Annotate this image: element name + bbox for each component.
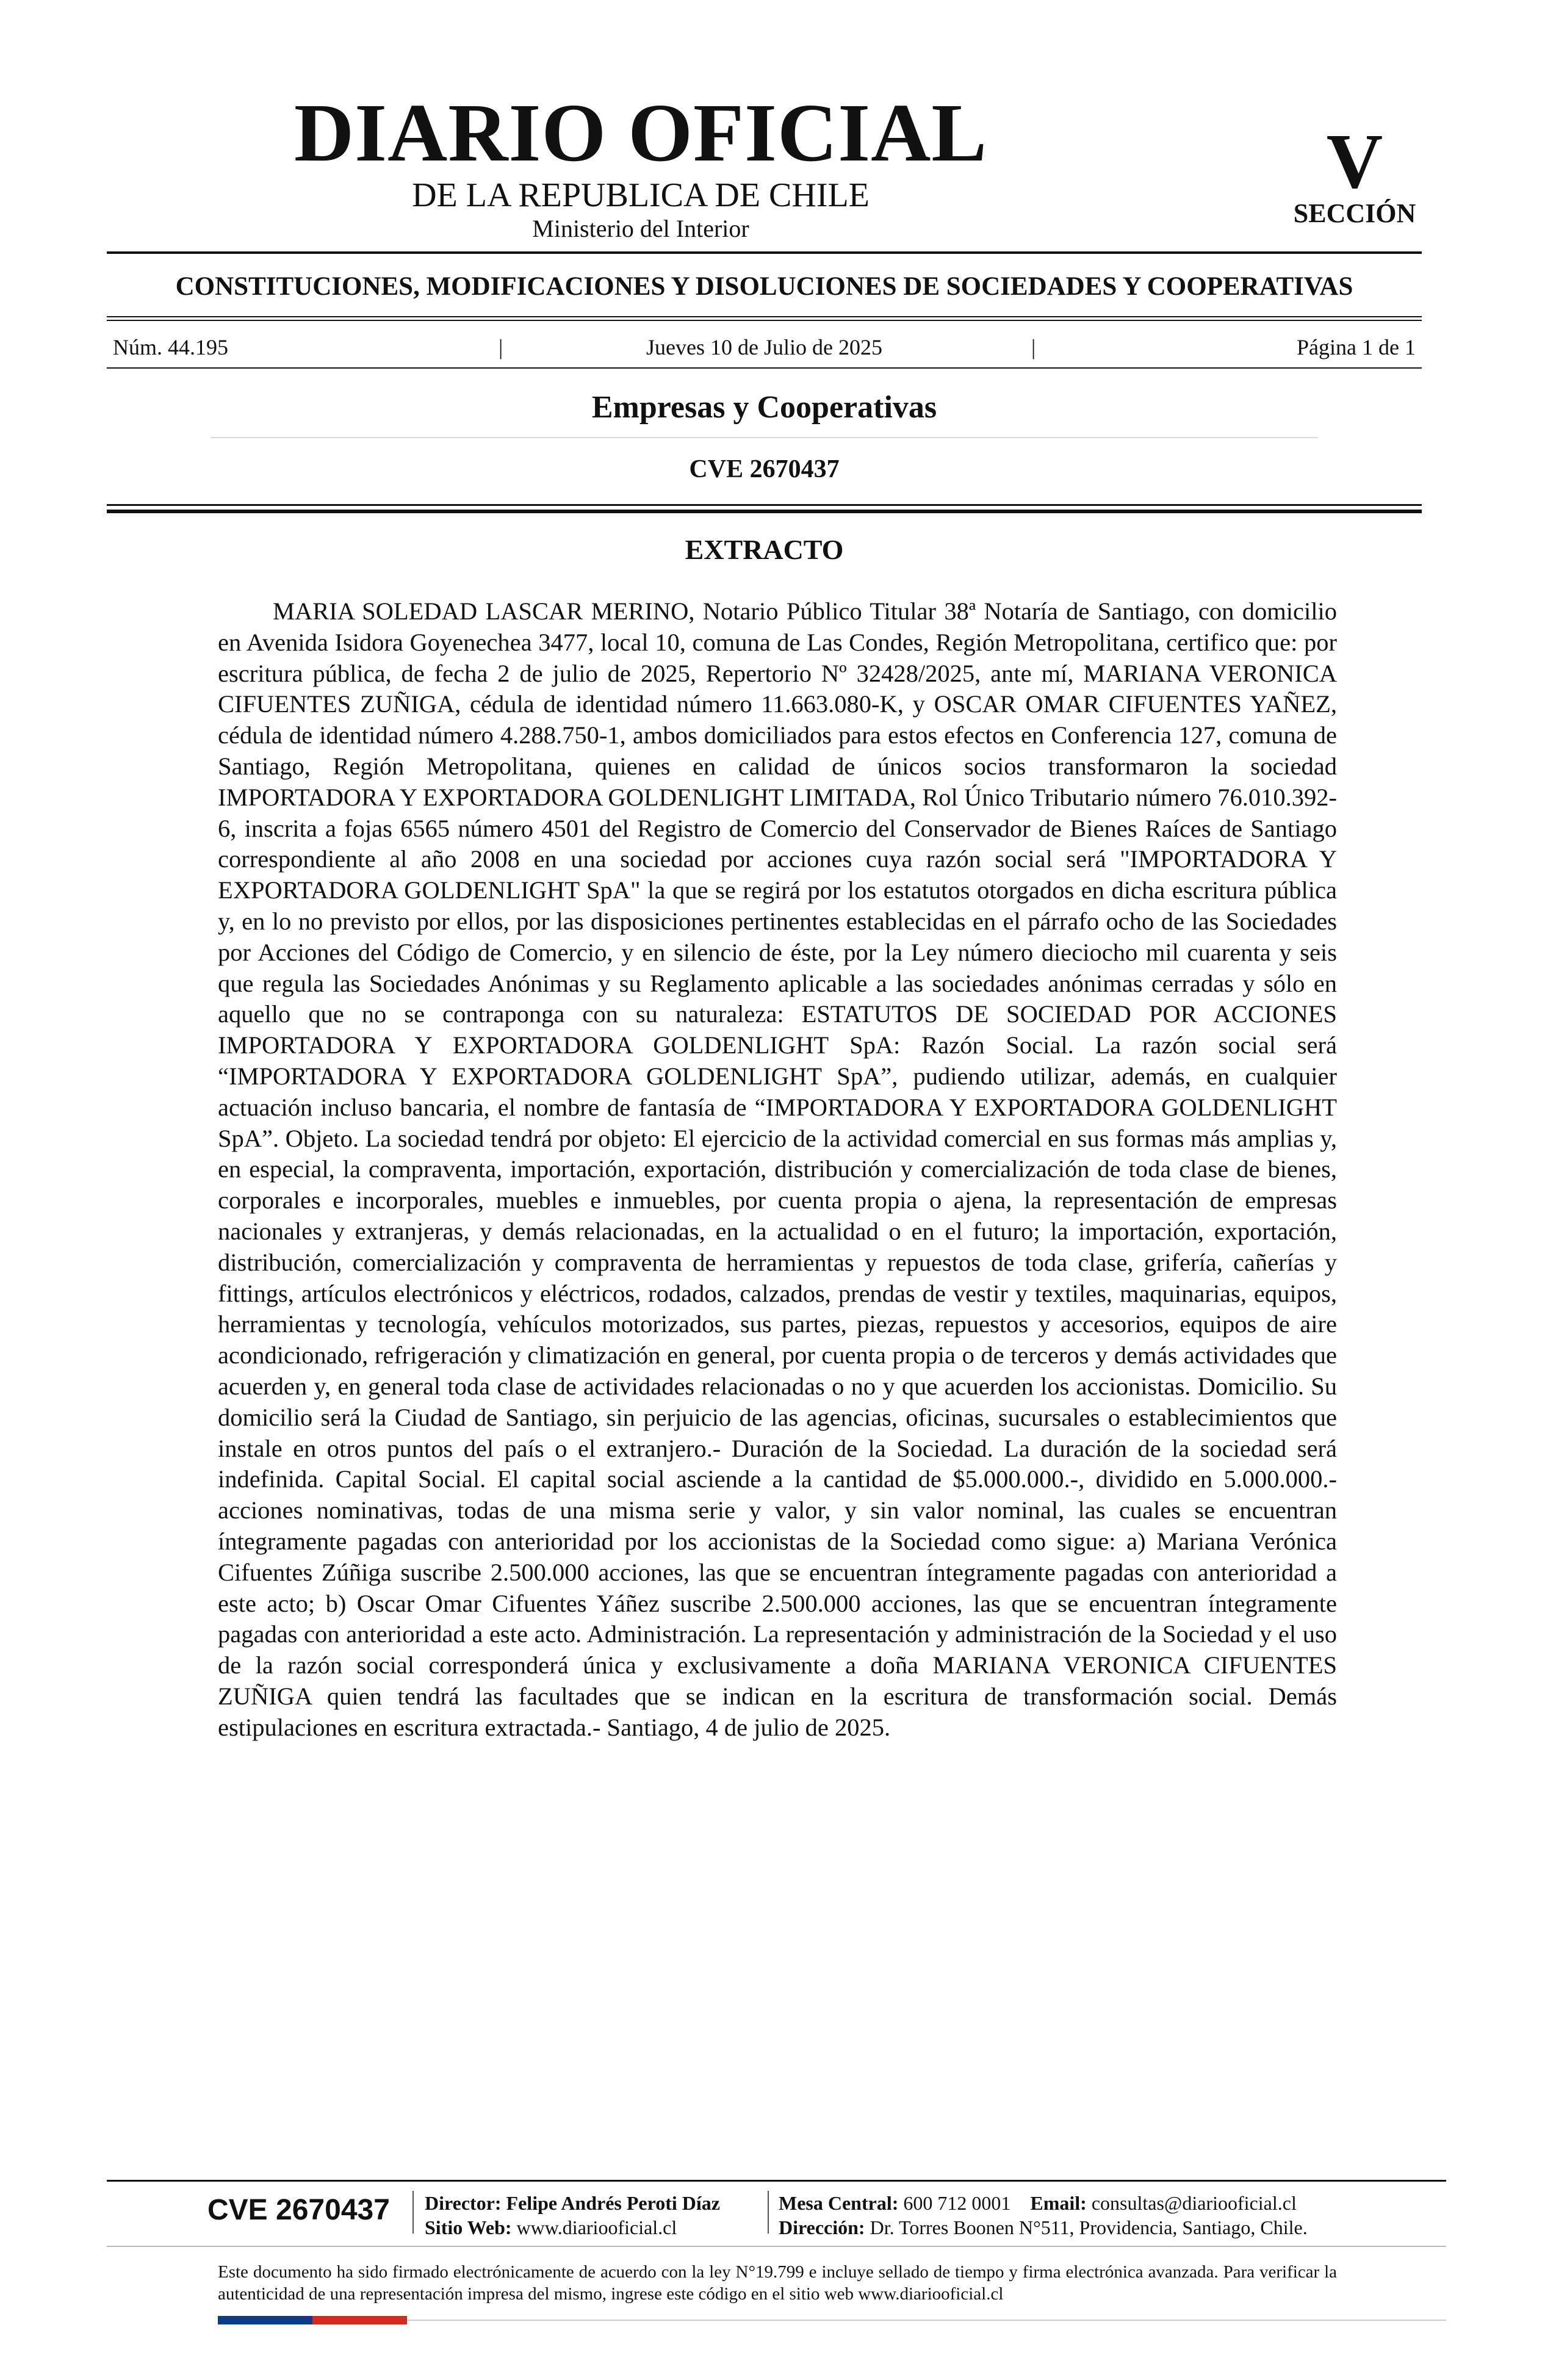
director-label: Director: — [425, 2192, 502, 2214]
heading-rule-top — [107, 316, 1422, 317]
category-rule — [211, 437, 1318, 438]
category-title: Empresas y Cooperativas — [591, 390, 937, 425]
footer-rule — [107, 2180, 1446, 2182]
heading-rule-bottom — [107, 320, 1422, 321]
footer-divider — [412, 2191, 414, 2234]
meta-separator: | — [499, 335, 503, 359]
section-label: SECCIÓN — [1293, 198, 1416, 228]
mesa-value: 600 712 0001 — [903, 2192, 1011, 2214]
masthead-rule — [107, 251, 1422, 254]
cve-rule-bottom — [107, 510, 1422, 513]
mesa-label: Mesa Central: — [779, 2192, 899, 2214]
section-letter: V — [1326, 118, 1383, 204]
address-value: Dr. Torres Boonen N°511, Providencia, Santiago, Chile. — [870, 2216, 1308, 2238]
issue-number: Núm. 44.195 — [113, 335, 228, 359]
email-link[interactable]: consultas@diariooficial.cl — [1091, 2192, 1297, 2214]
meta-separator: | — [1031, 335, 1036, 359]
footer-note: Este documento ha sido firmado electrónicamente de acuerdo con la ley N°19.799 e incluye sellado de tiempo y firma electrónica avanzada. Para verificar la autenticidad de una representación impresa del mismo, ingrese este código en el sitio web www.diariooficial.cl — [218, 2262, 1337, 2304]
issue-page: Página 1 de 1 — [1297, 335, 1416, 359]
section-heading: CONSTITUCIONES, MODIFICACIONES Y DISOLUCIONES DE SOCIEDADES Y COOPERATIVAS — [175, 272, 1353, 301]
cve-rule-top — [107, 504, 1422, 506]
document-title: EXTRACTO — [685, 534, 844, 565]
director-value: Felipe Andrés Peroti Díaz — [506, 2192, 720, 2214]
flag-stripe-blue — [218, 2316, 312, 2324]
cve-code: CVE 2670437 — [689, 455, 840, 483]
footer-bottom-rule — [407, 2320, 1446, 2321]
footer-contact-block — [779, 2191, 1308, 2240]
footer-divider — [768, 2191, 769, 2234]
footer-note-rule — [107, 2246, 1446, 2247]
footer-cve: CVE 2670437 — [207, 2194, 390, 2226]
flag-stripe-red — [312, 2316, 407, 2324]
document-body: MARIA SOLEDAD LASCAR MERINO, Notario Público Titular 38ª Notaría de Santiago, con domicilio en Avenida Isidora Goyenechea 3477, local 10, comuna de Las Condes, Región Metropolitana, certifico que: por escritura pública, de fecha 2 de julio de 2025, Repertorio Nº 32428/2025, ante mí, MARIANA VERONICA CIFUENTES ZUÑIGA, cédula de identidad número 11.663.080-K, y OSCAR OMAR CIFUENTES YAÑEZ, cédula de identidad número 4.288.750-1, ambos domiciliados para estos efectos en Conferencia 127, comuna de Santiago, Región Metropolitana, quienes en calidad de únicos socios transformaron la sociedad IMPORTADORA Y EXPORTADORA GOLDENLIGHT LIMITADA, Rol Único Tributario número 76.010.392-6, inscrita a fojas 6565 número 4501 del Registro de Comercio del Conservador de Bienes Raíces de Santiago correspondiente al año 2008 en una sociedad por acciones cuya razón social será "IMPORTADORA Y EXPORTADORA GOLDENLIGHT SpA" la que se regirá por los estatutos otorgados en dicha escritura pública y, en lo no previsto por ellos, por las disposiciones pertinentes establecidas en el párrafo ocho de las Sociedades por Acciones del Código de Comercio, y en silencio de éste, por la Ley número dieciocho mil cuarenta y seis que regula las Sociedades Anónimas y su Reglamento aplicable a las sociedades anónimas cerradas y sólo en aquello que no se contraponga con su naturaleza: ESTATUTOS DE SOCIEDAD POR ACCIONES IMPORTADORA Y EXPORTADORA GOLDENLIGHT SpA: Razón Social. La razón social será “IMPORTADORA Y EXPORTADORA GOLDENLIGHT SpA”, pudiendo utilizar, además, en cualquier actuación incluso bancaria, el nombre de fantasía de “IMPORTADORA Y EXPORTADORA GOLDENLIGHT SpA”. Objeto. La sociedad tendrá por objeto: El ejercicio de la actividad comercial en sus formas más amplias y, en especial, la compraventa, importación, exportación, distribución y comercialización de toda clase de bienes, corporales e incorporales, muebles e inmuebles, por cuenta propia o ajena, la representación de empresas nacionales y extranjeras, y demás relacionadas, en la actualidad o en el futuro; la importación, exportación, distribución, comercialización y compraventa de herramientas y repuestos de toda clase, grifería, cañerías y fittings, artículos electrónicos y eléctricos, rodados, calzados, prendas de vestir y textiles, maquinarias, equipos, herramientas y tecnología, vehículos motorizados, sus partes, piezas, repuestos y accesorios, equipos de aire acondicionado, refrigeración y climatización en general, por cuenta propia o de terceros y demás actividades que acuerden y, en general toda clase de actividades relacionadas o no y que acuerden los accionistas. Domicilio. Su domicilio será la Ciudad de Santiago, sin perjuicio de las agencias, oficinas, sucursales o establecimientos que instale en otros puntos del país o el extranjero.- Duración de la Sociedad. La duración de la sociedad será indefinida. Capital Social. El capital social asciende a la cantidad de $5.000.000.-, dividido en 5.000.000.- acciones nominativas, todas de una misma serie y valor, y sin valor nominal, las cuales se encuentran íntegramente pagadas con anterioridad por los accionistas de la Sociedad como sigue: a) Mariana Verónica Cifuentes Zúñiga suscribe 2.500.000 acciones, las que se encuentran íntegramente pagadas con anterioridad a este acto; b) Oscar Omar Cifuentes Yáñez suscribe 2.500.000 acciones, las que se encuentran íntegramente pagadas con anterioridad a este acto. Administración. La representación y administración de la Sociedad y el uso de la razón social corresponderá única y exclusivamente a doña MARIANA VERONICA CIFUENTES ZUÑIGA quien tendrá las facultades que se indican en la escritura de transformación social. Demás estipulaciones en escritura extractada.- Santiago, 4 de julio de 2025. — [218, 597, 1337, 1741]
web-label: Sitio Web: — [425, 2216, 512, 2238]
meta-rule — [107, 367, 1422, 369]
email-label: Email: — [1030, 2192, 1087, 2214]
masthead-ministry: Ministerio del Interior — [532, 215, 749, 242]
issue-date: Jueves 10 de Julio de 2025 — [646, 335, 882, 359]
address-label: Dirección: — [779, 2216, 865, 2238]
footer-director-block — [425, 2191, 720, 2240]
masthead-subtitle: DE LA REPUBLICA DE CHILE — [412, 176, 870, 214]
masthead-title: DIARIO OFICIAL — [294, 87, 988, 179]
web-link[interactable]: www.diariooficial.cl — [516, 2216, 677, 2238]
